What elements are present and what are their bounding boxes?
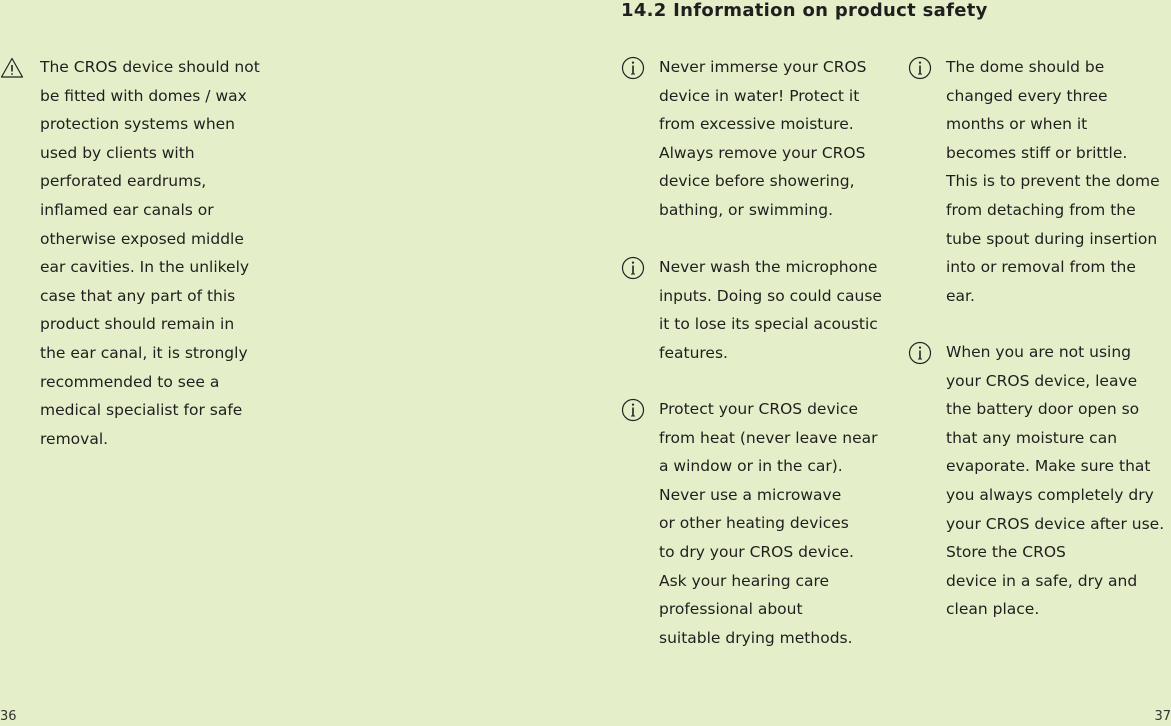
section-heading: 14.2 Information on product safety bbox=[621, 0, 988, 21]
info-icon bbox=[908, 56, 932, 80]
info-icon bbox=[908, 341, 932, 365]
page-number-left: 36 bbox=[0, 709, 17, 724]
info-icon bbox=[621, 56, 645, 80]
info-icon bbox=[621, 256, 645, 280]
page-number-right: 37 bbox=[1154, 709, 1171, 724]
info-note-microphone bbox=[621, 253, 899, 367]
left-page bbox=[0, 0, 585, 726]
info-text: Protect your CROS device from heat (never leave near a window or in the car). Never use a microwave or other heating devices to dry your CROS device. Ask your hearing care professional about suitable drying methods. bbox=[659, 400, 878, 647]
info-icon bbox=[621, 398, 645, 422]
info-text: Never wash the microphone inputs. Doing so could cause it to lose its special acoustic features. bbox=[659, 258, 882, 362]
info-note-dome bbox=[908, 53, 1171, 310]
warning-note bbox=[0, 53, 290, 453]
info-note-immerse bbox=[621, 53, 899, 225]
right-page bbox=[585, 0, 1171, 726]
info-note-heat bbox=[621, 395, 899, 652]
warning-text: The CROS device should not be fitted with domes / wax protection systems when used by clients with perforated eardrums, inflamed ear canals or otherwise exposed middle ear cavities. In the unlikely case that any part of this product should remain in the ear canal, it is strongly recommended to see a medical specialist for safe removal. bbox=[40, 58, 260, 448]
info-note-storage bbox=[908, 338, 1171, 624]
info-text: The dome should be changed every three months or when it becomes stiff or brittle. This is to prevent the dome from detaching from the tube spout during insertion into or removal from the ear. bbox=[946, 58, 1160, 305]
warning-icon bbox=[0, 56, 24, 80]
info-text: When you are not using your CROS device, leave the battery door open so that any moisture can evaporate. Make sure that you always completely dry your CROS device after use. Store the CROS device in a safe, dry and clean place. bbox=[946, 343, 1165, 619]
info-text: Never immerse your CROS device in water! Protect it from excessive moisture. Always remove your CROS device before showering, bathing, or swimming. bbox=[659, 58, 867, 219]
